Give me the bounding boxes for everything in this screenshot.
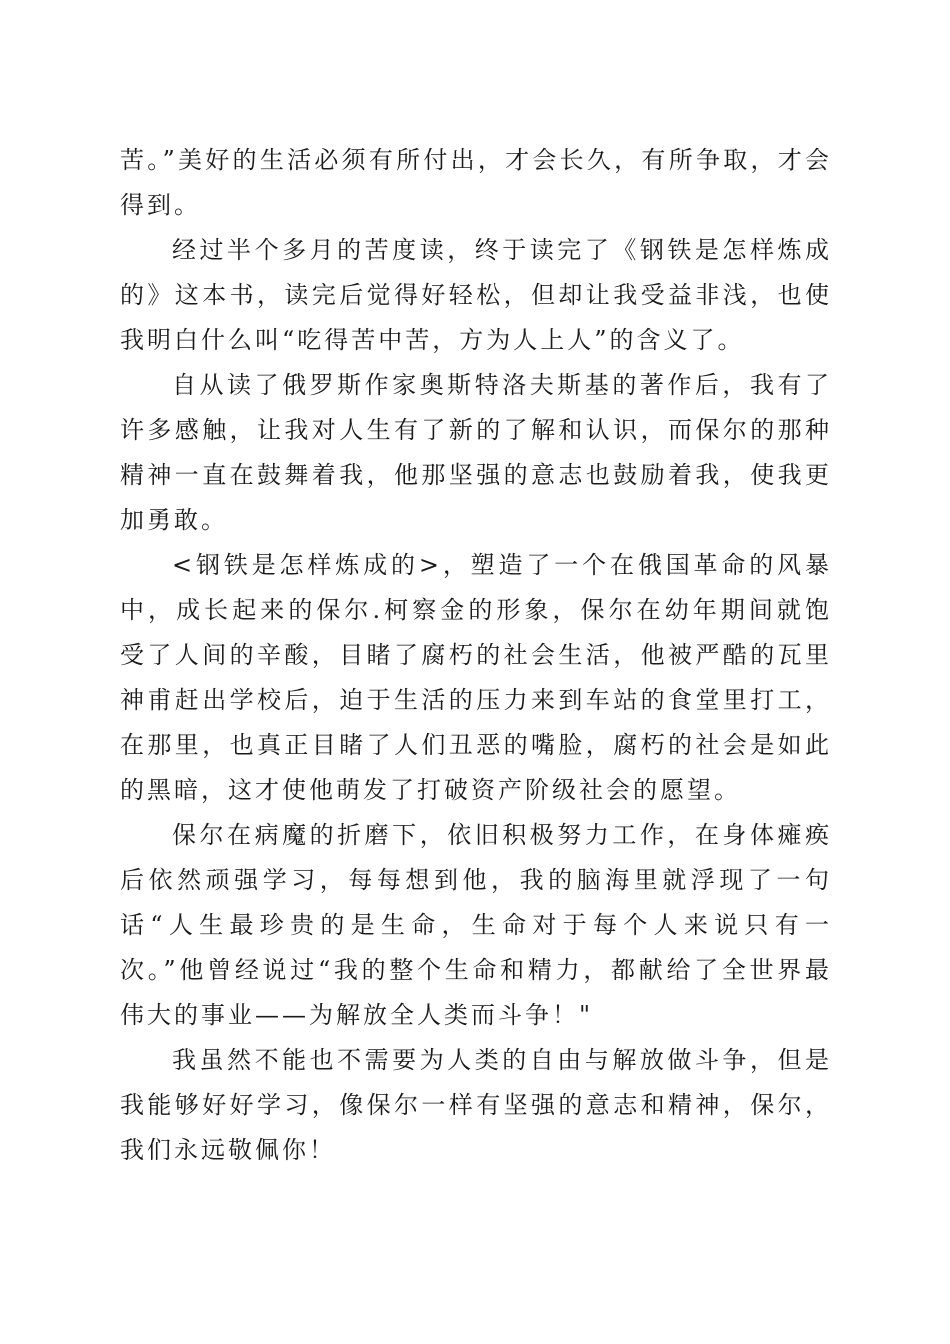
paragraph-6: 我虽然不能也不需要为人类的自由与解放做斗争，但是我能够好好学习，像保尔一样有坚强的意志和精神，保尔，我们永远敬佩你！ (120, 1046, 832, 1164)
paragraph-5: 保尔在病魔的折磨下，依旧积极努力工作，在身体瘫痪后依然顽强学习，每每想到他，我的脑海里就浮现了一句话“人生最珍贵的是生命，生命对于每个人来说只有一次。”他曾经说过“我的整个生命和精力，都献给了全世界最伟大的事业——为解放全人类而斗争！" (120, 821, 832, 1029)
paragraph-4: <钢铁是怎样炼成的>，塑造了一个在俄国革命的风暴中，成长起来的保尔.柯察金的形象，保尔在幼年期间就饱受了人间的辛酸，目睹了腐朽的社会生活，他被严酷的瓦里神甫赶出学校后，迫于生活的压力来到车站的食堂里打工，在那里，也真正目睹了人们丑恶的嘴脸，腐朽的社会是如此的黑暗，这才使他萌发了打破资产阶级社会的愿望。 (120, 551, 832, 804)
paragraph-2: 经过半个多月的苦度读，终于读完了《钢铁是怎样炼成的》这本书，读完后觉得好轻松，但却让我受益非浅，也使我明白什么叫“吃得苦中苦，方为人上人”的含义了。 (120, 236, 832, 354)
document-body (120, 138, 832, 1173)
paragraph-1: 苦。”美好的生活必须有所付出，才会长久，有所争取，才会得到。 (120, 146, 832, 219)
paragraph-3: 自从读了俄罗斯作家奥斯特洛夫斯基的著作后，我有了许多感触，让我对人生有了新的了解和认识，而保尔的那种精神一直在鼓舞着我，他那坚强的意志也鼓励着我，使我更加勇敢。 (120, 371, 832, 534)
